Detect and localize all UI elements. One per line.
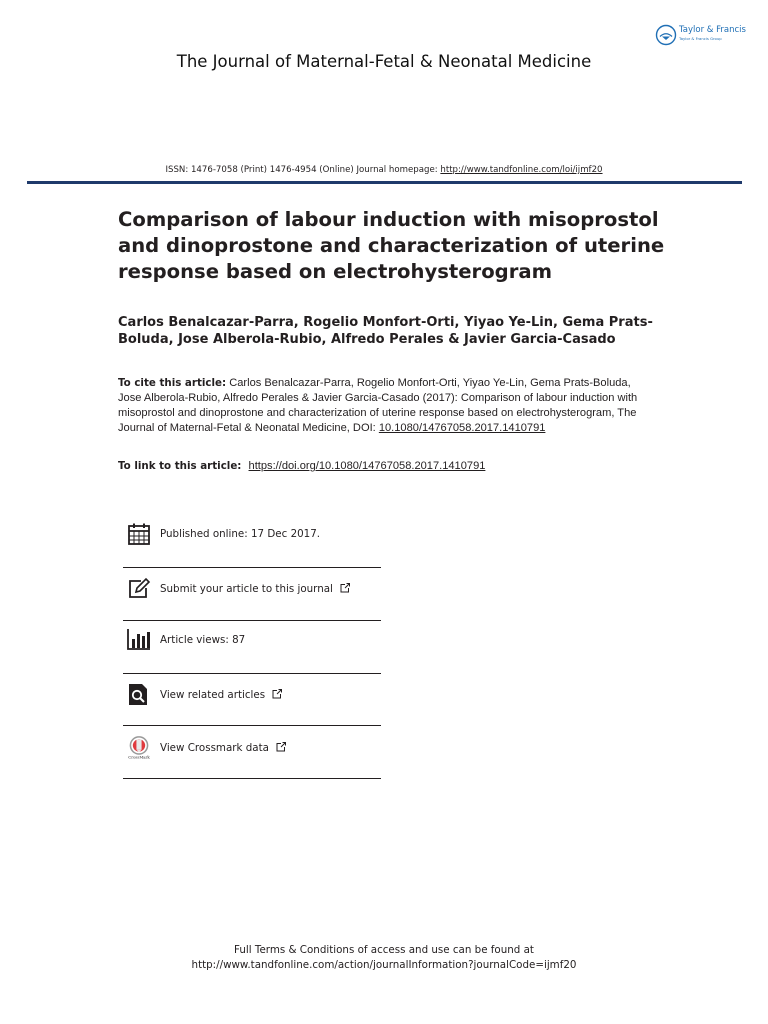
external-link-icon	[276, 742, 286, 752]
citation-block	[118, 376, 638, 436]
calendar-icon	[127, 522, 151, 546]
article-authors: Carlos Benalcazar-Parra, Rogelio Monfort-Orti, Yiyao Ye-Lin, Gema Prats-Boluda, Jose Alberola-Rubio, Alfredo Perales & Javier Garcia-Casado	[118, 315, 653, 347]
footer-terms-link[interactable]: http://www.tandfonline.com/action/journalInformation?journalCode=ijmf20	[191, 959, 577, 971]
article-views: Article views: 87	[160, 634, 246, 646]
submit-row[interactable]	[123, 577, 381, 617]
info-divider	[123, 778, 381, 779]
published-row	[123, 522, 381, 562]
journal-homepage-link[interactable]: http://www.tandfonline.com/loi/ijmf20	[440, 165, 603, 175]
view-related-label: View related articles	[160, 689, 266, 701]
related-articles-icon	[127, 683, 151, 707]
external-link-icon	[340, 583, 350, 593]
crossmark-row[interactable]	[123, 736, 381, 776]
crossmark-link[interactable]	[160, 742, 286, 754]
views-row	[123, 628, 381, 668]
footer-terms	[0, 943, 768, 973]
link-label: To link to this article:	[118, 460, 242, 472]
info-divider	[123, 567, 381, 568]
issn-text: ISSN: 1476-7058 (Print) 1476-4954 (Online) Journal homepage:	[165, 165, 438, 175]
info-divider	[123, 725, 381, 726]
publisher-group: Taylor & Francis Group	[679, 36, 722, 41]
external-link-icon	[272, 689, 282, 699]
view-related-link[interactable]	[160, 689, 282, 701]
issn-line	[0, 165, 768, 175]
info-divider	[123, 673, 381, 674]
article-title: Comparison of labour induction with misoprostol and dinoprostone and characterization of uterine response based on electrohysterogram	[118, 208, 665, 283]
submit-article-link[interactable]	[160, 583, 350, 595]
journal-title: The Journal of Maternal-Fetal & Neonatal Medicine	[176, 52, 592, 71]
publisher-name: Taylor & Francis	[679, 25, 746, 35]
cite-label: To cite this article:	[118, 377, 227, 389]
bar-chart-icon	[127, 628, 151, 652]
taylor-francis-logo-icon	[655, 24, 677, 46]
crossmark-logo-text: CrossMark	[128, 754, 150, 760]
crossmark-label: View Crossmark data	[160, 742, 269, 754]
published-date: Published online: 17 Dec 2017.	[160, 528, 321, 540]
publisher-logo	[655, 24, 755, 46]
header-divider	[27, 181, 742, 184]
crossmark-icon	[127, 736, 151, 760]
article-doi-link[interactable]: https://doi.org/10.1080/14767058.2017.1410791	[248, 460, 486, 472]
related-row[interactable]	[123, 683, 381, 723]
info-divider	[123, 620, 381, 621]
submit-article-label: Submit your article to this journal	[160, 583, 333, 595]
cite-doi-link[interactable]: 10.1080/14767058.2017.1410791	[378, 422, 546, 434]
cite-text: Carlos Benalcazar-Parra, Rogelio Monfort-Orti, Yiyao Ye-Lin, Gema Prats-Boluda, Jose Alberola-Rubio, Alfredo Perales & Javier Garcia-Casado (2017): Comparison of labour induction with misoprostol and dinoprostone and characterization of uterine response based on electrohysterogram, The Journal of Maternal-Fetal & Neonatal Medicine, DOI:	[118, 377, 638, 434]
edit-icon	[127, 577, 151, 601]
article-link-block	[118, 460, 678, 472]
footer-line-1: Full Terms & Conditions of access and use can be found at	[234, 944, 534, 956]
